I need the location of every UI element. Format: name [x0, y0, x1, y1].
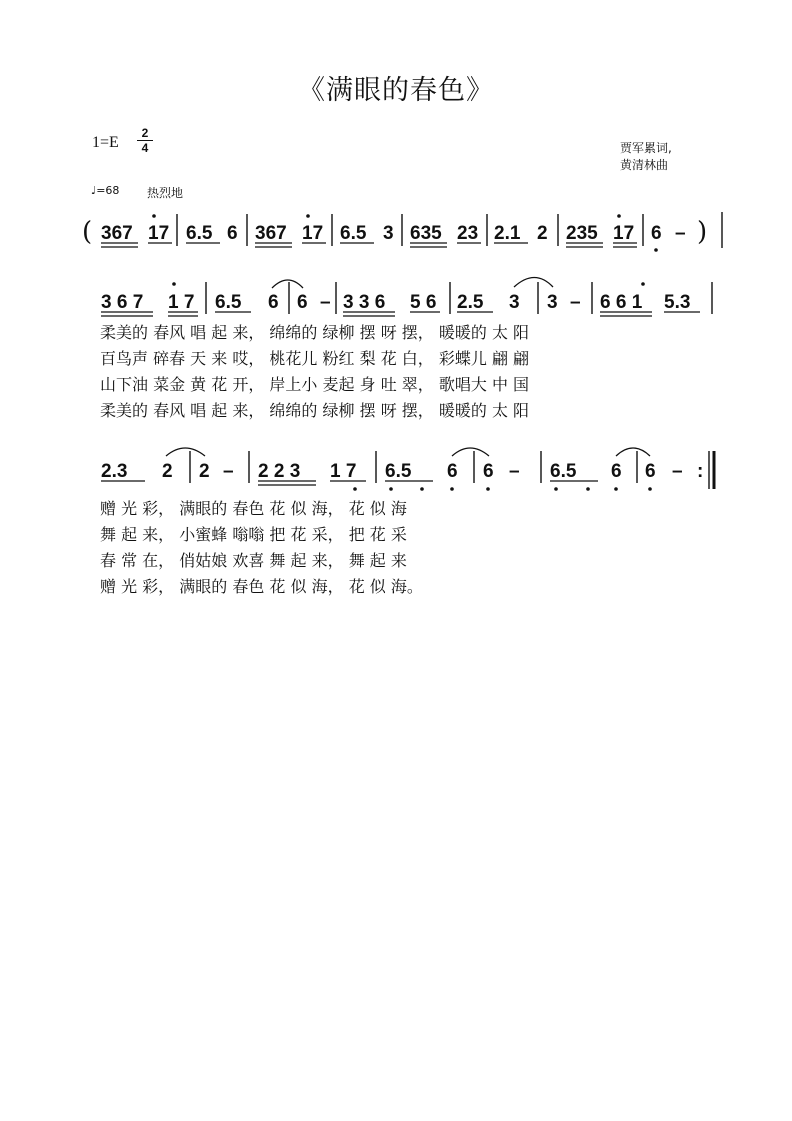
tempo-mark: ♩=68: [91, 184, 120, 197]
low-dot: [389, 487, 393, 491]
beam-lines: [101, 243, 637, 247]
note-group: 2.3: [101, 461, 128, 482]
expression-mark: 热烈地: [147, 186, 184, 200]
low-dot: [486, 487, 490, 491]
note: 3: [509, 292, 520, 313]
note-group: 1 7: [330, 461, 357, 482]
note-group: 2.5: [457, 292, 484, 313]
note-group: 6.5: [186, 223, 213, 244]
beam-lines: [101, 481, 598, 485]
tie: [616, 448, 650, 456]
note-group: 635: [410, 223, 442, 244]
note: 6: [297, 292, 308, 313]
note: 2: [199, 461, 210, 482]
note-group: 6.5: [215, 292, 242, 313]
key-signature: 1=E: [92, 134, 119, 151]
low-dot: [450, 487, 454, 491]
lyricist-credit: 贾军累词,: [620, 141, 672, 155]
lyric-line: 春 常 在， 俏姑娘 欢喜 舞 起 来， 舞 起 来: [100, 551, 407, 570]
row3-notation: [101, 448, 714, 491]
note-group: 17: [148, 223, 170, 244]
song-title: 《满眼的春色》: [298, 75, 494, 106]
note: 6: [645, 461, 656, 482]
high-dot: [172, 282, 176, 286]
repeat-dots: :: [697, 461, 704, 482]
tie: [272, 280, 303, 288]
note-group: 23: [457, 223, 479, 244]
note-group: 3 6 7: [101, 292, 144, 313]
lyric-line: 赠 光 彩， 满眼的 春色 花 似 海， 花 似 海。: [100, 577, 423, 596]
note-group: 6.5: [550, 461, 577, 482]
lyric-line: 舞 起 来， 小蜜蜂 嗡嗡 把 花 采， 把 花 采: [100, 525, 407, 544]
high-dot: [306, 214, 310, 218]
dash: –: [223, 461, 234, 482]
low-dot: [353, 487, 357, 491]
lyric-line: 柔美的 春风 唱 起 来， 绵绵的 绿柳 摆 呀 摆， 暖暖的 太 阳: [100, 323, 530, 342]
beam-lines: [101, 312, 700, 316]
low-dot: [614, 487, 618, 491]
lyric-line: 百鸟声 碎春 天 来 哎， 桃花儿 粉红 梨 花 白， 彩蝶儿 翩 翩: [100, 349, 530, 368]
note: 6: [483, 461, 494, 482]
high-dot: [617, 214, 621, 218]
note-group: 1 7: [168, 292, 195, 313]
lyric-line: 柔美的 春风 唱 起 来， 绵绵的 绿柳 摆 呀 摆， 暖暖的 太 阳: [100, 401, 530, 420]
note: 6: [651, 223, 662, 244]
note: 3: [383, 223, 394, 244]
note: 2: [162, 461, 173, 482]
dash: –: [675, 223, 686, 244]
low-dot: [648, 487, 652, 491]
note-group: 5 6: [410, 292, 437, 313]
tie: [166, 448, 205, 456]
high-dot: [641, 282, 645, 286]
note-group: 235: [566, 223, 598, 244]
note-group: 17: [613, 223, 635, 244]
high-dot: [152, 214, 156, 218]
note-group: 17: [302, 223, 324, 244]
note-group: 2 2 3: [258, 461, 301, 482]
low-dot: [420, 487, 424, 491]
low-dot: [654, 248, 658, 252]
dash: –: [320, 292, 331, 313]
note-group: 6.5: [340, 223, 367, 244]
note: 6: [447, 461, 458, 482]
lyric-line: 山下油 菜金 黄 花 开， 岸上小 麦起 身 吐 翠， 歌唱大 中 国: [100, 375, 530, 394]
note-group: 367: [101, 223, 133, 244]
tie: [514, 278, 553, 288]
time-top: 2: [141, 126, 149, 140]
note: 6: [227, 223, 238, 244]
note-group: 367: [255, 223, 287, 244]
open-paren: (: [82, 217, 93, 247]
lyric-line: 赠 光 彩， 满眼的 春色 花 似 海， 花 似 海: [100, 499, 407, 518]
note: 2: [537, 223, 548, 244]
note: 6: [268, 292, 279, 313]
row1-notation: [82, 212, 722, 252]
low-dot: [586, 487, 590, 491]
note-group: 6.5: [385, 461, 412, 482]
dash: –: [509, 461, 520, 482]
dash: –: [672, 461, 683, 482]
low-dot: [554, 487, 558, 491]
close-paren: ): [697, 217, 708, 247]
note: 3: [547, 292, 558, 313]
note-group: 2.1: [494, 223, 521, 244]
dash: –: [570, 292, 581, 313]
time-bottom: 4: [141, 141, 149, 155]
note: 6: [611, 461, 622, 482]
note-group: 3 3 6: [343, 292, 386, 313]
tie: [452, 448, 489, 456]
note-group: 6 6 1: [600, 292, 643, 313]
note-group: 5.3: [664, 292, 691, 313]
row2-notation: [101, 278, 712, 317]
composer-credit: 黄清林曲: [620, 158, 669, 172]
